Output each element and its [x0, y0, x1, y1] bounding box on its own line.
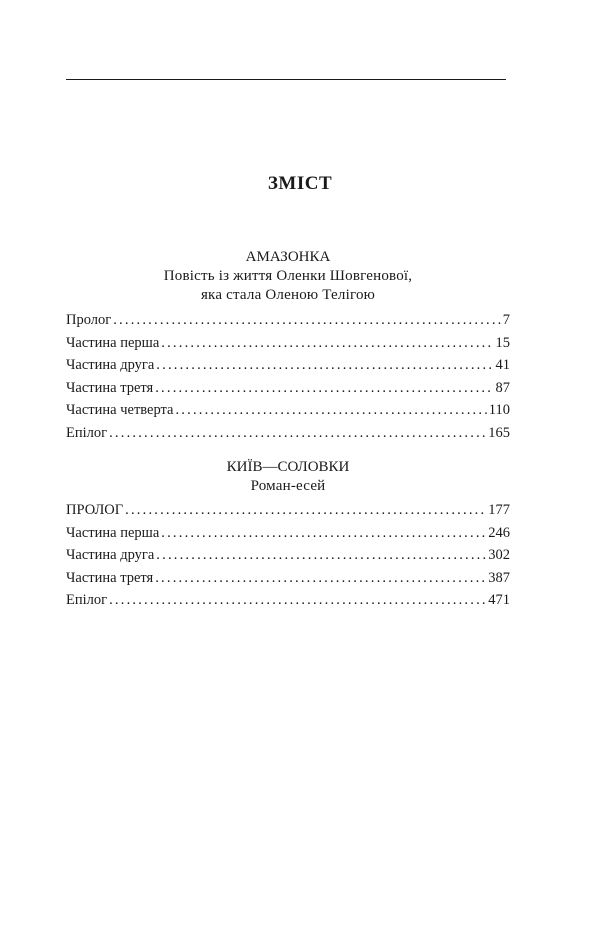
toc-entry-page: 387 — [488, 569, 510, 586]
section-subtitle-line: Роман-есей — [250, 478, 326, 494]
toc-entry-title: Епілог — [66, 424, 108, 441]
dot-leader — [156, 544, 486, 567]
toc-entry-title: Частина друга — [66, 547, 155, 563]
toc-entry[interactable] — [66, 499, 510, 522]
header-rule — [66, 79, 506, 80]
dot-leader — [109, 422, 486, 445]
toc-list — [66, 499, 510, 612]
toc-entry-page: 302 — [488, 547, 510, 563]
page-title: ЗМІСТ — [267, 173, 333, 194]
toc-entry[interactable] — [66, 332, 510, 355]
toc-entry[interactable] — [66, 522, 510, 545]
toc-entry[interactable] — [66, 354, 510, 377]
toc-entry-page: 7 — [502, 312, 510, 328]
section-title: КИЇВ—СОЛОВКИ — [226, 459, 350, 475]
toc-entry[interactable] — [66, 309, 510, 332]
toc-entry-page: 165 — [488, 424, 510, 441]
toc-entry-page: 41 — [495, 357, 510, 373]
toc-entry-title: Частина третя — [66, 569, 154, 586]
section-subtitle-line: Повість із життя Оленки Шовгенової, — [163, 268, 413, 284]
toc-entry-title: Пролог — [66, 312, 112, 328]
dot-leader — [161, 332, 493, 355]
dot-leader — [155, 377, 493, 400]
section-subtitle-line: яка стала Оленою Телігою — [200, 287, 376, 303]
toc-entry-page: 110 — [488, 402, 510, 418]
toc-entry-title: ПРОЛОГ — [66, 502, 124, 518]
dot-leader — [113, 309, 501, 332]
dot-leader — [156, 354, 493, 377]
section-title: АМАЗОНКА — [245, 249, 331, 265]
toc-entry-page: 87 — [495, 379, 510, 396]
dot-leader — [155, 567, 486, 590]
toc-entry-title: Частина друга — [66, 357, 155, 373]
toc-entry-page: 177 — [488, 502, 510, 518]
toc-entry-title: Епілог — [66, 592, 108, 608]
dot-leader — [175, 399, 486, 422]
toc-entry-page: 15 — [495, 334, 510, 351]
toc-entry-page: 471 — [488, 592, 510, 608]
toc-entry-title: Частина перша — [66, 524, 160, 541]
toc-entry-title: Частина четверта — [66, 402, 174, 418]
toc-entry[interactable] — [66, 544, 510, 567]
toc-entry[interactable] — [66, 567, 510, 590]
dot-leader — [161, 522, 486, 545]
toc-list — [66, 309, 510, 444]
toc-entry-title: Частина перша — [66, 334, 160, 351]
section-kyiv-solovky — [66, 458, 510, 612]
dot-leader — [125, 499, 486, 522]
toc-entry[interactable] — [66, 399, 510, 422]
dot-leader — [109, 589, 486, 612]
toc-entry-page: 246 — [488, 524, 510, 541]
toc-entry-title: Частина третя — [66, 379, 154, 396]
toc-entry[interactable] — [66, 377, 510, 400]
toc-entry[interactable] — [66, 589, 510, 612]
toc-entry[interactable] — [66, 422, 510, 445]
section-amazonka — [66, 248, 510, 444]
